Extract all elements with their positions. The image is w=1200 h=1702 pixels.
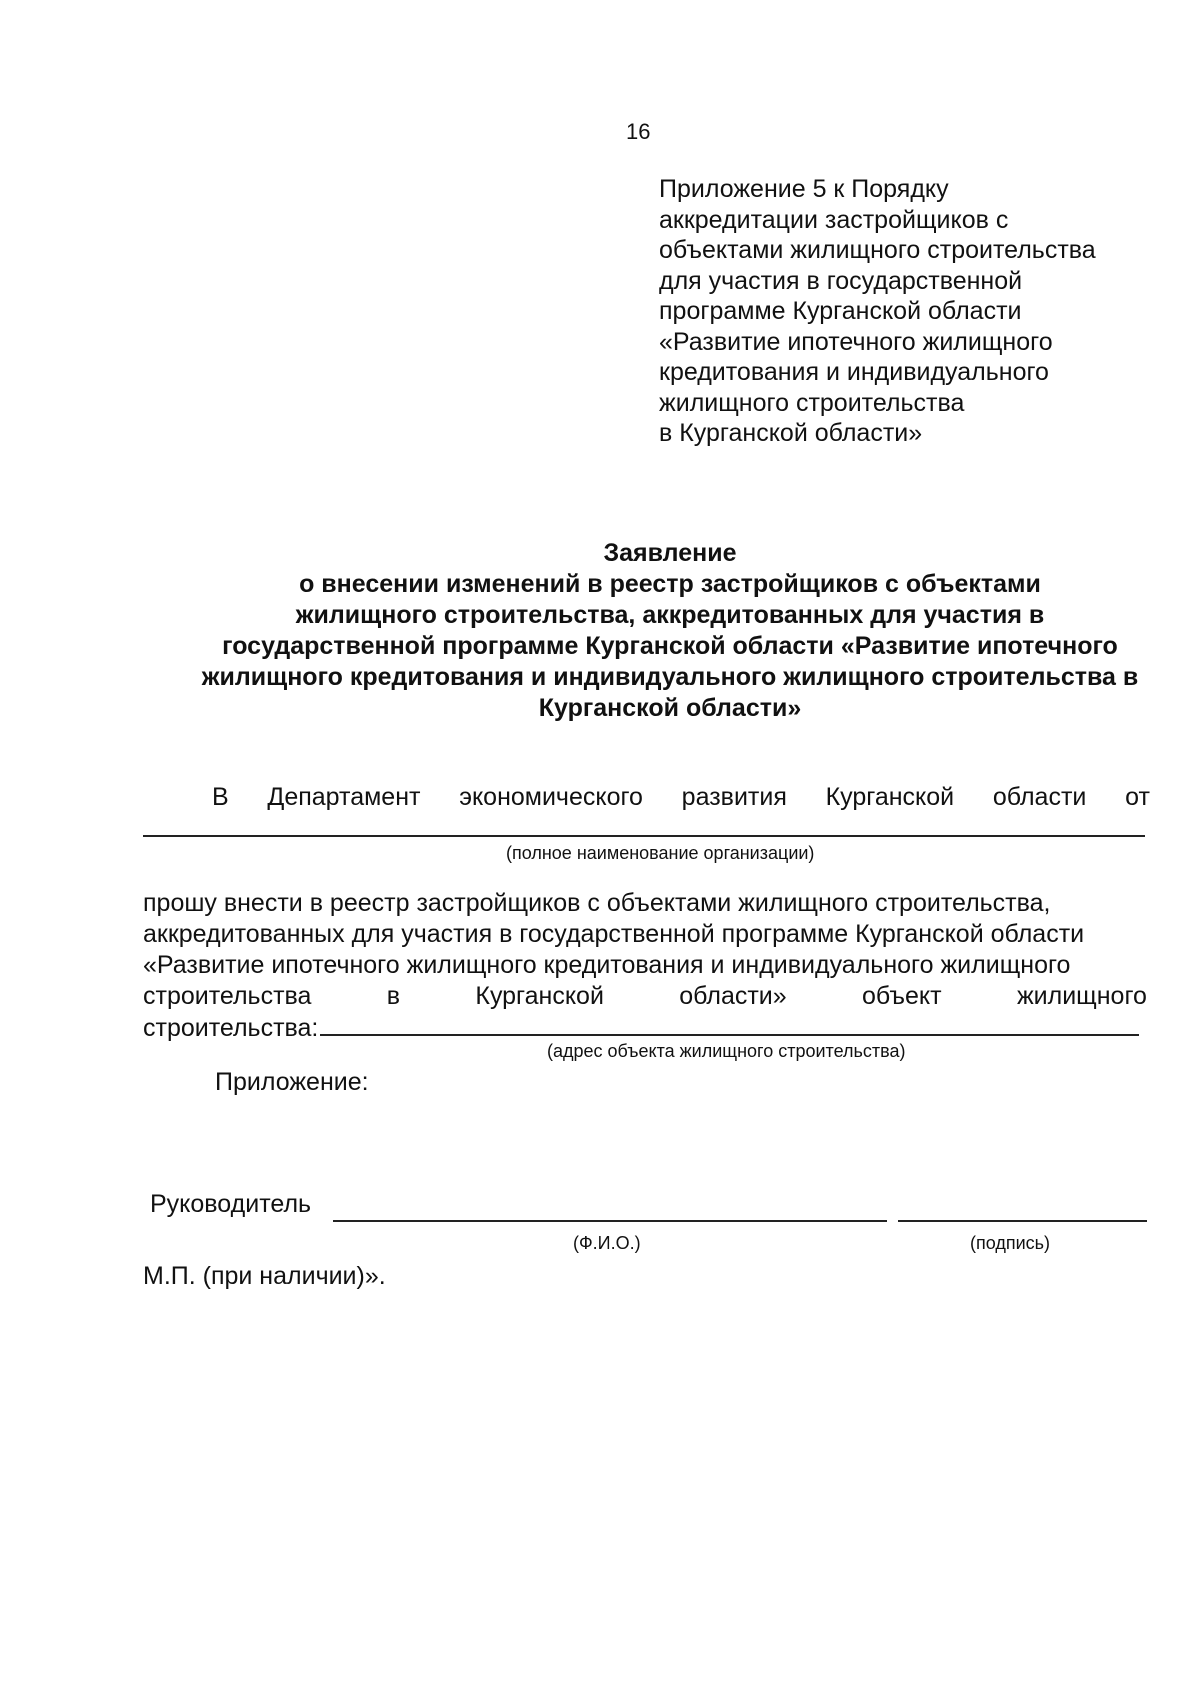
addressee-line [212, 783, 1150, 812]
appendix-line: кредитования и индивидуального [659, 358, 1049, 386]
body-line: прошу внести в реестр застройщиков с объектами жилищного строительства, [143, 889, 1051, 917]
title-line: Курганской области» [538, 694, 802, 722]
appendix-reference [659, 174, 1139, 449]
object-address-field[interactable] [320, 1012, 1139, 1036]
appendix-line: жилищного строительства [659, 388, 965, 417]
appendix-line: «Развитие ипотечного жилищного [659, 327, 1053, 356]
addressee-word: области [992, 783, 1087, 811]
body-word: объект [862, 982, 942, 1010]
appendix-line: для участия в государственной [659, 266, 1023, 295]
addressee-word: Департамент [267, 783, 421, 811]
object-address-caption: (адрес объекта жилищного строительства) [547, 1041, 906, 1061]
body-word: в [386, 982, 401, 1010]
appendix-line: в Курганской области» [659, 419, 923, 447]
appendix-line: программе Курганской области [659, 297, 1022, 325]
body-line: аккредитованных для участия в государственной программе Курганской области [143, 920, 1085, 948]
body-word: области» [679, 982, 787, 1010]
signature-caption: (подпись) [970, 1233, 1051, 1253]
body-word: строительства: [143, 1014, 319, 1042]
body-last-line [143, 1012, 1147, 1044]
addressee-word: от [1125, 783, 1150, 811]
request-paragraph [143, 888, 1147, 1044]
addressee-word: В [212, 783, 229, 811]
body-line: «Развитие ипотечного жилищного кредитования и индивидуального жилищного [143, 951, 1071, 979]
appendix-line: объектами жилищного строительства [659, 236, 1096, 264]
director-name-field[interactable] [333, 1220, 887, 1222]
addressee-word: развития [681, 783, 787, 811]
title-line: Заявление [603, 539, 737, 567]
organization-name-field[interactable] [143, 835, 1145, 837]
organization-name-caption: (полное наименование организации) [506, 843, 815, 863]
director-signature-field[interactable] [898, 1220, 1147, 1222]
title-line: жилищного строительства, аккредитованных для участия в [295, 601, 1045, 629]
addressee-word: Курганской [825, 783, 955, 811]
seal-note: М.П. (при наличии)». [143, 1262, 386, 1290]
director-name-caption: (Ф.И.О.) [573, 1233, 641, 1253]
body-justified-line [143, 981, 1147, 1012]
title-line: государственной программе Курганской области «Развитие ипотечного [222, 632, 1118, 660]
title-line: о внесении изменений в реестр застройщиков с объектами [299, 570, 1041, 598]
document-title [120, 538, 1200, 724]
title-line: жилищного кредитования и индивидуального жилищного строительства в [201, 663, 1139, 691]
body-word: жилищного [1016, 982, 1147, 1010]
body-word: Курганской [475, 982, 604, 1010]
addressee-word: экономического [459, 783, 643, 811]
appendix-line: аккредитации застройщиков с [659, 205, 1009, 234]
page-number: 16 [626, 119, 651, 144]
attachment-label: Приложение: [215, 1068, 369, 1096]
body-word: строительства [143, 982, 312, 1010]
appendix-line: Приложение 5 к Порядку [659, 175, 949, 203]
director-label: Руководитель [150, 1190, 312, 1218]
